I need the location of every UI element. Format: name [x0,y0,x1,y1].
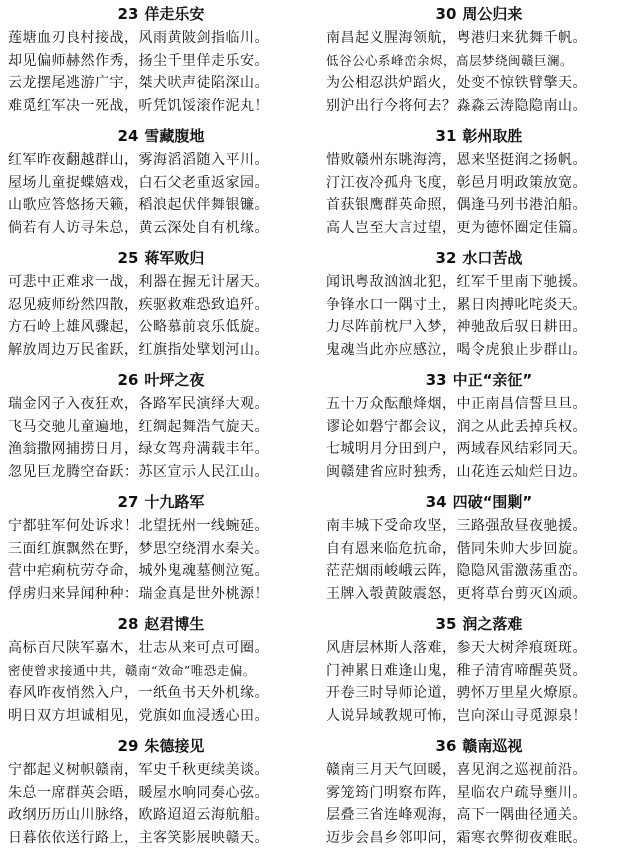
poem-line: 营中疟痢杭劳夺命，城外鬼魂墓侧泣冤。 [8,563,269,579]
poem-number: 31 [435,127,457,145]
poem-line: 倘若有人访寻朱总，黄云深处自有机缘。 [8,219,269,236]
poem-line: 首获银鹰群英命照，偶逢马列书港泊船。 [326,197,587,213]
right-column [326,3,632,857]
poem-number: 23 [117,5,139,23]
poem-35 [326,613,632,735]
poem-line: 别沪出行今将何去？淼淼云涛隐隐南山。 [326,97,587,114]
poem-title [8,613,314,637]
poem-line: 忍见疲师纷然四散，疾驱救难恐致追歼。 [8,296,269,313]
poem-line: 云龙摆尾逃游广宇，桀犬吠声徒陷深山。 [8,75,269,91]
poem-title-text: 赵君博生 [144,615,205,633]
poem-line: 屋场儿童捉蝶嬉戏，白石父老重返家园。 [8,174,269,191]
poem-number: 34 [425,493,447,511]
poem-line: 忽见巨龙腾空奋跃：苏区宣示人民江山。 [8,463,269,480]
poem-line: 七城明月分田到户，两域春风结彩同天。 [326,441,587,457]
poem-title-text: 水口苦战 [462,249,523,267]
poem-line: 鬼魂当此亦应感泣，喝令虎狼止步群山。 [326,341,587,358]
poem-line: 力尽阵前枕尸入梦，神驰敌后驭日耕田。 [326,319,587,335]
poem-line: 王牌入彀黄陂震怒，更将草台剪灭凶顽。 [326,585,587,602]
poem-number: 32 [435,249,457,267]
poem-line: 迈步会昌乡邻叩问，霜寒衣弊彻夜难眠。 [326,829,587,846]
poem-line: 惜败赣州东眺海湾，恩来坚挺润之扬帆。 [326,152,587,168]
poem-title [326,125,632,149]
poem-32 [326,247,632,369]
poem-line: 山歌应答悠扬天籁，稻浪起伏伴舞银镰。 [8,197,269,213]
poem-line: 五十万众酝酿烽烟，中正南昌信誓旦旦。 [326,396,587,412]
poem-line: 层叠三省连峰观海，高下一隅曲径通关。 [326,807,587,823]
poem-line: 宁都起义树帜赣南，军史千秋更续美谈。 [8,762,269,778]
poem-title-text: 朱德接见 [144,737,205,755]
poem-line: 方石岭上雄风骤起，公略慕前哀乐低旋。 [8,319,269,335]
poem-number: 29 [117,737,139,755]
poem-line: 闻讯粤敌汹汹北犯，红军千里南下驰援。 [326,274,587,290]
poem-line: 为公相忍洪炉蹈火，处变不惊铁臂擎天。 [326,75,587,91]
poem-number: 27 [117,493,139,511]
poem-line: 解放周边万民雀跃，红旗指处擘划河山。 [8,341,269,358]
poem-title [326,369,632,393]
poem-title-text: 蒋军败归 [144,249,205,267]
poem-title [8,247,314,271]
poem-line: 汀江夜冷孤舟飞度，彰邑月明政策放宽。 [326,174,587,191]
poem-line: 瑞金冈子入夜狂欢，各路军民演绎大观。 [8,396,269,412]
poem-line: 渔翁撒网捕捞日月，绿女驾舟满载丰年。 [8,441,269,457]
poem-line: 人说异域教规可怖，岂向深山寻觅源泉！ [326,707,587,724]
poem-line: 风唐层林斯人落难，参天大树斧痕斑斑。 [326,640,587,656]
poem-line: 低谷公心系峰峦余烬，高层梦绕闽赣巨澜。 [326,52,574,68]
poem-line: 可悲中正难求一战，利器在握无计屠天。 [8,274,269,290]
poem-30 [326,3,632,125]
poem-line: 南昌起义腥海领航，粤港归来犹舞千帆。 [326,30,587,46]
poem-title [326,247,632,271]
poem-title-text: 赣南巡视 [462,737,523,755]
poem-line: 日暮依依送行路上，主客笑影展映赣天。 [8,829,269,846]
poem-line: 政纲历历山川脉络，欧路迢迢云海航船。 [8,807,269,823]
poem-line: 朱总一席群英会晤，暖屋水响同奏心弦。 [8,784,269,801]
poem-title-text: 雪藏腹地 [144,127,205,145]
poem-title-text: 周公归来 [462,5,523,23]
poem-title [326,735,632,759]
poem-28 [8,613,314,735]
poem-line: 三面红旗飘然在野，梦思空绕渭水秦关。 [8,540,269,557]
poem-line: 难觅红军决一死战，听凭饥馁滚作泥丸！ [8,97,269,114]
poem-line: 春风昨夜悄然入户，一纸鱼书天外机缘。 [8,685,269,701]
poem-title-text: 中正“亲征” [452,371,533,389]
poem-line: 高人岂至大言过望，更为德怀圈定佳篇。 [326,219,587,236]
poem-line: 密使曾求接通中共，赣南“效命”唯恐走偏。 [8,662,256,678]
poem-number: 35 [435,615,457,633]
poem-line: 俘虏归来异闻种种：瑞金真是世外桃源！ [8,585,269,602]
poem-line: 赣南三月天气回暖，喜见润之巡视前沿。 [326,762,587,778]
poem-line: 谬论如磐宁都会议，润之从此丢掉兵权。 [326,418,587,435]
poem-title [326,491,632,515]
poem-36 [326,735,632,857]
poem-line: 飞马交驰儿童遍地，红绸起舞浩气旋天。 [8,418,269,435]
poem-title [8,3,314,27]
poem-number: 26 [117,371,139,389]
poem-line: 南丰城下受命攻坚，三路强敌昼夜驰援。 [326,518,587,534]
poem-29 [8,735,314,857]
poem-line: 却见偏师赫然作秀，扬尘千里佯走乐安。 [8,52,269,69]
poem-line: 开卷三时导师论道，骋怀万里星火燎原。 [326,685,587,701]
poem-title [326,613,632,637]
poem-title [326,3,632,27]
poem-title [8,491,314,515]
poem-24 [8,125,314,247]
poem-title-text: 彰州取胜 [462,127,523,145]
poem-number: 25 [117,249,139,267]
poem-title-text: 四破“围剿” [452,493,533,511]
poem-number: 24 [117,127,139,145]
poem-title [8,125,314,149]
poem-line: 门神累日难逢山鬼，稚子清宵啼醒英贤。 [326,662,587,679]
left-column [8,3,314,857]
poem-25 [8,247,314,369]
poem-line: 宁都驻军何处诉求！北望抚州一线蜿延。 [8,518,269,534]
poem-line: 闽赣建省应时独秀，山花连云灿烂日边。 [326,463,587,480]
poem-line: 高标百尺陕军嘉木，壮志从来可点可圈。 [8,640,269,656]
poem-line: 自有恩来临危抗命，偕同朱帅大步回旋。 [326,540,587,557]
poem-number: 36 [435,737,457,755]
poem-title-text: 润之落难 [462,615,523,633]
poem-line: 莲塘血刃良村接战，风雨黄陂剑指临川。 [8,30,269,46]
poem-number: 28 [117,615,139,633]
poem-number: 30 [435,5,457,23]
poem-34 [326,491,632,613]
poem-31 [326,125,632,247]
poem-title-text: 佯走乐安 [144,5,205,23]
poem-23 [8,3,314,125]
poem-33 [326,369,632,491]
poem-line: 明日双方坦诚相见，党旗如血浸透心田。 [8,707,269,724]
poem-line: 争锋水口一隅寸土，累日肉搏叱咤炎天。 [326,296,587,313]
poem-title [8,735,314,759]
poem-line: 雾笼筠门明察布阵，星临农户疏导壅川。 [326,784,587,801]
poem-title-text: 叶坪之夜 [144,371,205,389]
poem-27 [8,491,314,613]
poem-line: 茫茫烟雨峻峨云阵，隐隐风雷激荡重峦。 [326,563,587,579]
poem-title-text: 十九路军 [144,493,205,511]
poem-number: 33 [425,371,447,389]
poem-title [8,369,314,393]
poem-line: 红军昨夜翻越群山，雾海滔滔随入平川。 [8,152,269,168]
poem-26 [8,369,314,491]
